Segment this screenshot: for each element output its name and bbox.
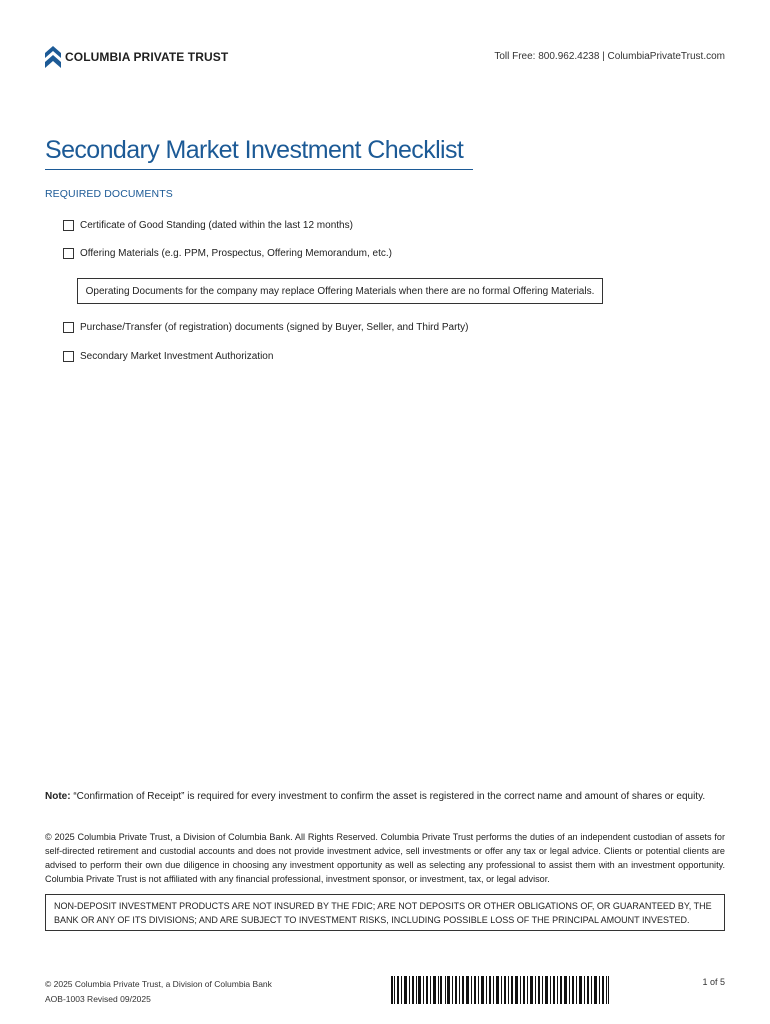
callout-box bbox=[77, 278, 603, 304]
footer-copyright: © 2025 Columbia Private Trust, a Division of Columbia Bank bbox=[45, 979, 272, 989]
contact-info: Toll Free: 800.962.4238 | ColumbiaPrivateTrust.com bbox=[494, 51, 725, 62]
checklist-item-label: Certificate of Good Standing (dated within the last 12 months) bbox=[80, 220, 353, 231]
checkbox[interactable] bbox=[63, 220, 74, 231]
checkbox[interactable] bbox=[63, 248, 74, 259]
footer-info bbox=[45, 977, 272, 1007]
checklist-item-label: Secondary Market Investment Authorization bbox=[80, 351, 274, 362]
disclaimer-box bbox=[45, 894, 725, 931]
callout-text: Operating Documents for the company may replace Offering Materials when there are no formal Offering Materials. bbox=[85, 285, 595, 297]
note bbox=[45, 791, 705, 802]
logo-text: COLUMBIA PRIVATE TRUST bbox=[65, 50, 229, 64]
form-number: AOB-1003 Revised 09/2025 bbox=[45, 994, 151, 1004]
brand-logo bbox=[45, 46, 228, 68]
checklist-item-label: Offering Materials (e.g. PPM, Prospectus, Offering Memorandum, etc.) bbox=[80, 248, 392, 259]
page-header bbox=[45, 46, 725, 68]
checkbox[interactable] bbox=[63, 322, 74, 333]
barcode-icon bbox=[391, 976, 609, 1004]
checklist-item bbox=[63, 220, 353, 231]
checklist-item bbox=[63, 322, 469, 333]
checklist-item bbox=[63, 248, 392, 259]
disclaimer-text: NON-DEPOSIT INVESTMENT PRODUCTS ARE NOT INSURED BY THE FDIC; ARE NOT DEPOSITS OR OTHER OBLIGATIONS OF, OR GUARANTEED BY, THE BANK OR ANY OF ITS DIVISIONS; AND ARE SUBJECT TO INVESTMENT RISKS, INCLUDING POSSIBLE LOSS OF THE PRINCIPAL AMOUNT INVESTED. bbox=[54, 901, 712, 925]
checkbox[interactable] bbox=[63, 351, 74, 362]
page-title: Secondary Market Investment Checklist bbox=[45, 136, 473, 170]
note-text: “Confirmation of Receipt” is required for every investment to confirm the asset is registered in the correct name and amount of shares or equity. bbox=[73, 791, 706, 802]
section-heading: REQUIRED DOCUMENTS bbox=[45, 188, 173, 200]
note-label: Note: bbox=[45, 791, 71, 802]
checklist-item bbox=[63, 351, 273, 362]
page-number: 1 of 5 bbox=[702, 977, 725, 987]
checklist-item-label: Purchase/Transfer (of registration) documents (signed by Buyer, Seller, and Third Party) bbox=[80, 322, 469, 333]
copyright-paragraph: © 2025 Columbia Private Trust, a Division of Columbia Bank. All Rights Reserved. Columbia Private Trust performs the duties of an independent custodian of assets for self-directed retirement and custodial accounts and does not provide investment advice, sell investments or offer any tax or legal advice. Clients or potential clients are advised to perform their own due diligence in choosing any investment opportunity as well as selecting any professional to assist them with an investment opportunity. Columbia Private Trust is not affiliated with any financial professional, investment sponsor, or investment, tax, or legal advisor. bbox=[45, 832, 725, 884]
chevron-logo-icon bbox=[45, 46, 61, 68]
